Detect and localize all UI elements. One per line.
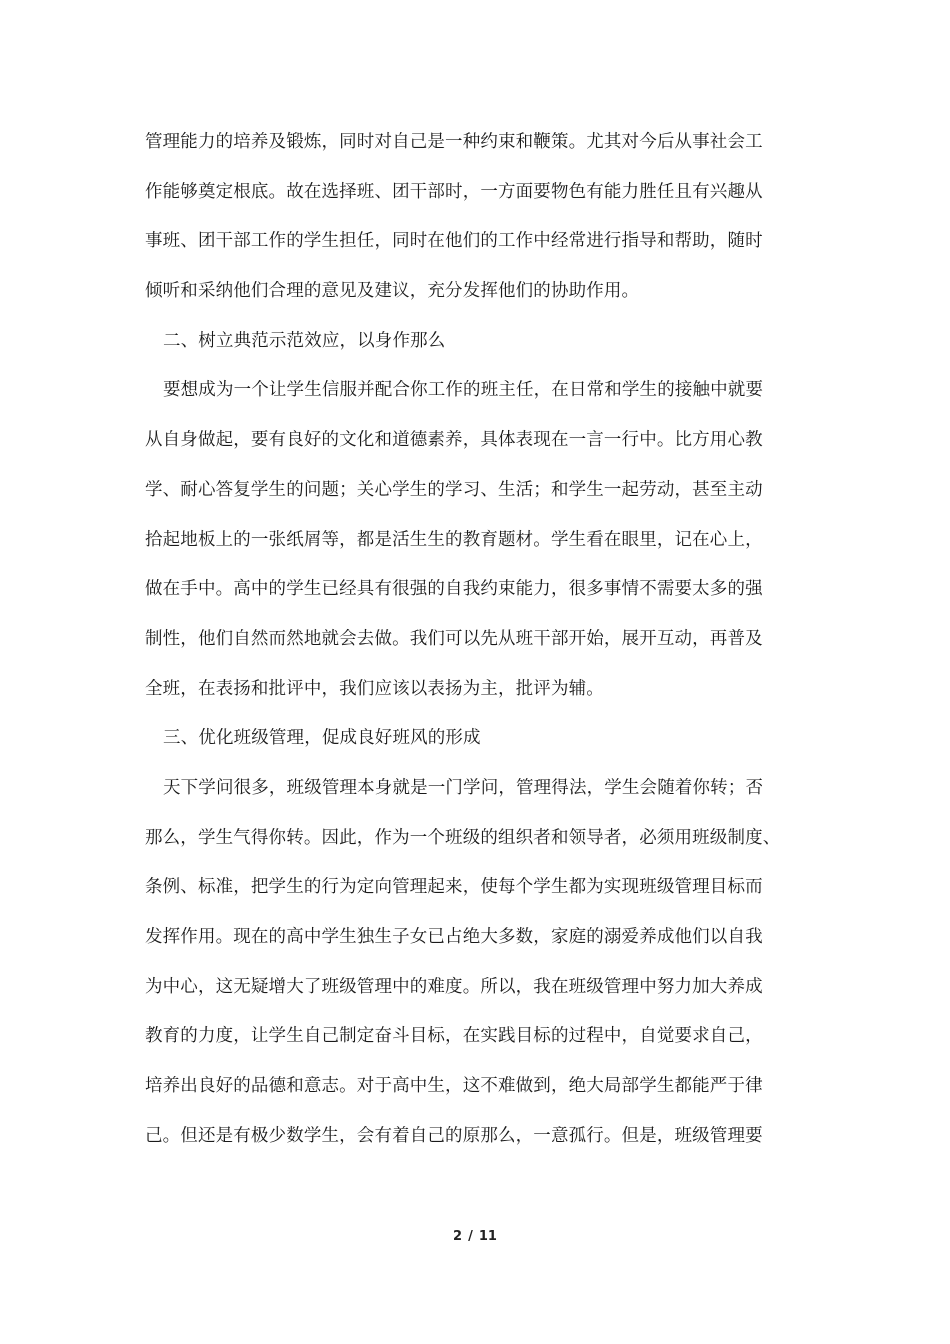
paragraph-line: 制性，他们自然而然地就会去做。我们可以先从班干部开始，展开互动，再普及 <box>145 628 763 649</box>
page-total: 11 <box>478 1229 497 1244</box>
paragraph-line: 那么，学生气得你转。因此，作为一个班级的组织者和领导者，必须用班级制度、 <box>145 827 781 848</box>
page-body <box>145 118 809 1161</box>
paragraph-line: 全班，在表扬和批评中，我们应该以表扬为主，批评为辅。 <box>145 678 604 699</box>
paragraph-line: 要想成为一个让学生信服并配合你工作的班主任，在日常和学生的接触中就要 <box>163 380 764 401</box>
section-heading: 二、树立典范示范效应，以身作那么 <box>163 330 446 351</box>
paragraph-line: 作能够奠定根底。故在选择班、团干部时，一方面要物色有能力胜任且有兴趣从 <box>145 181 763 202</box>
paragraph-line: 从自身做起，要有良好的文化和道德素养，具体表现在一言一行中。比方用心教 <box>145 430 763 451</box>
paragraph-line: 拾起地板上的一张纸屑等，都是活生生的教育题材。学生看在眼里，记在心上， <box>145 529 763 550</box>
page-separator: / <box>468 1229 473 1244</box>
paragraph-line: 倾听和采纳他们合理的意见及建议，充分发挥他们的协助作用。 <box>145 281 640 302</box>
page-number <box>0 1229 950 1244</box>
paragraph-line: 己。但还是有极少数学生，会有着自己的原那么，一意孤行。但是，班级管理要 <box>145 1125 763 1146</box>
paragraph-line: 管理能力的培养及锻炼，同时对自己是一种约束和鞭策。尤其对今后从事社会工 <box>145 132 763 152</box>
paragraph-line: 发挥作用。现在的高中学生独生子女已占绝大多数，家庭的溺爱养成他们以自我 <box>145 927 763 947</box>
paragraph-line: 条例、标准，把学生的行为定向管理起来，使每个学生都为实现班级管理目标而 <box>145 877 763 898</box>
paragraph-line: 天下学问很多，班级管理本身就是一门学问，管理得法，学生会随着你转；否 <box>163 777 764 798</box>
paragraph-line: 做在手中。高中的学生已经具有很强的自我约束能力，很多事情不需要太多的强 <box>145 579 763 600</box>
section-heading: 三、优化班级管理，促成良好班风的形成 <box>163 728 481 749</box>
page-current: 2 <box>453 1229 463 1244</box>
paragraph-line: 事班、团干部工作的学生担任，同时在他们的工作中经常进行指导和帮助，随时 <box>145 231 763 252</box>
paragraph-line: 为中心，这无疑增大了班级管理中的难度。所以，我在班级管理中努力加大养成 <box>145 976 763 997</box>
paragraph-line: 培养出良好的品德和意志。对于高中生，这不难做到，绝大局部学生都能严于律 <box>145 1076 763 1097</box>
paragraph-line: 教育的力度，让学生自己制定奋斗目标，在实践目标的过程中，自觉要求自己， <box>145 1026 763 1047</box>
paragraph-line: 学、耐心答复学生的问题；关心学生的学习、生活；和学生一起劳动，甚至主动 <box>145 479 763 500</box>
